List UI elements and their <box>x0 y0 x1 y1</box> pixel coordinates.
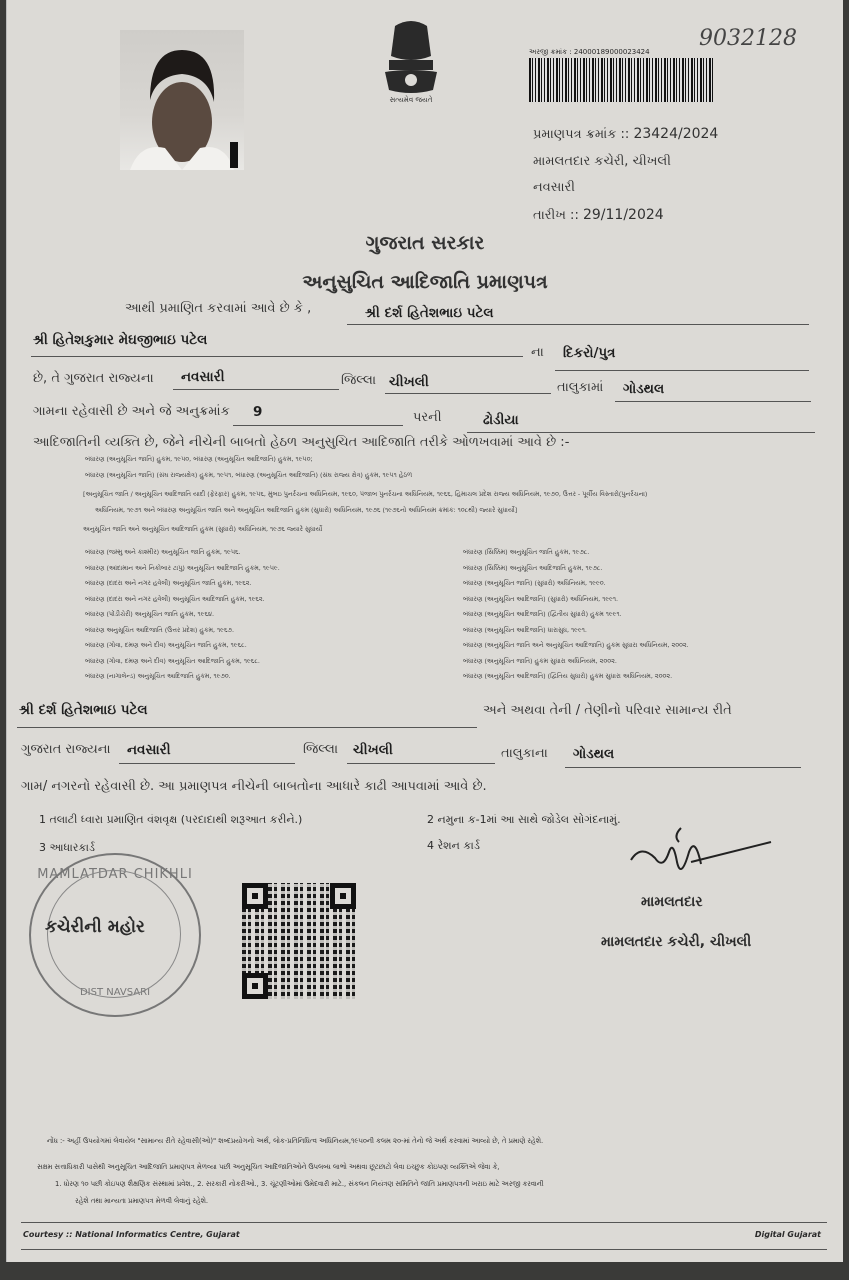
applicant-name: શ્રી દર્શ હિતેશભાઇ પટેલ <box>365 305 494 321</box>
applicant-name-2: શ્રી દર્શ હિતેશભાઇ પટેલ <box>19 702 148 718</box>
order-left-item: બંધારણ (દાદરા અને નગર હવેલી) અનુસૂચિત જાતિ હુકમ, ૧૯૬૨. <box>85 579 252 587</box>
basis-item-3: 3 આધારકાર્ડ <box>39 841 95 854</box>
footer-bar <box>21 1222 827 1250</box>
district-label: જિલ્લા <box>341 373 377 388</box>
order-right-item: બંધારણ (અનુસૂચિત જાતિ અને અનુસૂચિત આદિજાતિ) હુકમ સુધારા અધિનિયમ, ૨૦૦૨. <box>463 641 689 649</box>
applicant-photo <box>120 30 244 170</box>
taluka-label-2: તાલુકાના <box>501 746 548 761</box>
resident-label: ગામના રહેવાસી છે અને જે અનુક્રમાંક <box>33 404 230 419</box>
date-row <box>533 207 664 223</box>
tribe-statement: આદિજાતિની વ્યક્તિ છે, જેને નીચેની બાબતો હેઠળ અનુસુચિત આદિજાતિ તરીકે ઓળખવામાં આવે છે :- <box>33 435 570 450</box>
seal-stamp: કચેરીની મહોર <box>45 917 145 937</box>
order-right-item: બંધારણ (અનુસૂચિત જાતિ) હુકમ સુધારા અધિનિયમ, ૨૦૦૨. <box>463 656 617 665</box>
state-label-2: ગુજરાત રાજ્યના <box>21 742 111 757</box>
family-text: અને અથવા તેની / તેણીનો પરિવાર સામાન્ય રીતે <box>483 703 732 718</box>
order-left-item: બંધારણ (જમ્મુ અને કાશ્મીર) અનુસૂચિત જાતિ હુકમ, ૧૯૫૬. <box>85 548 241 556</box>
village-value: ગોડથલ <box>623 381 665 397</box>
taluka-value: ચીખલી <box>389 374 429 390</box>
order-line-2: બંધારણ (અનુસૂચિત જાતિ) (સંઘ રાજ્યક્ષેત્ર) હુકમ, ૧૯૫૧, બંધારણ (અનુસૂચિત આદિજાતિ) (સંઘ રાજ્ય ક્ષેત્ર) હુકમ, ૧૯૫૧ હેઠળ <box>85 471 413 479</box>
certificate-title: અનુસુચિત આદિજાતિ પ્રમાણપત્ર <box>302 271 548 293</box>
brand-text: Digital Gujarat <box>754 1230 821 1239</box>
district-value-2: નવસારી <box>127 742 171 758</box>
order-line-1: બંધારણ (અનુસૂચિત જાતિ) હુકમ, ૧૯૫૦, બંધારણ (અનુસૂચિત આદિજાતિ) હુકમ, ૧૯૫૦; <box>85 455 313 463</box>
order-line-5: અનુસૂચિત જાતિ અને અનુસૂચિત આદિજાતિ હુકમ (સુધારો) અધિનિયમ, ૧૯૭૬ જ્યારે સુધાર્યો <box>83 525 323 533</box>
courtesy-text: Courtesy :: National Informatics Centre, Gujarat <box>23 1230 240 1239</box>
signatory-title: મામલતદાર <box>641 894 703 910</box>
order-left-item: બંધારણ (દાદરા અને નગર હવેલી) અનુસૂચિત આદિજાતિ હુકમ, ૧૯૬૨. <box>85 594 265 603</box>
issuing-office: મામલતદાર કચેરી, ચીખલી <box>533 154 671 169</box>
signatory-office: મામલતદાર કચેરી, ચીખલી <box>601 934 752 950</box>
footer-line-1: સક્ષમ સત્તાધિકારી પાસેથી અનુસૂચિત આદિજાતિ પ્રમાણપત્ર મેળવ્યા પછી અનુસૂચિત આદિજાતિઓને ઉપલબ્ધ લાભો અથવા છૂટછાટો લેવા ઇચ્છુક કોઇપણ વ્યક્તિએ જેવા કે, <box>37 1163 500 1171</box>
father-name: શ્રી હિતેશકુમાર મેઘજીભાઇ પટેલ <box>33 332 208 348</box>
order-right-item: બંધારણ (અનુસૂચિત આદિજાતિ) ધારાસુધ, ૧૯૯૧. <box>463 625 587 634</box>
government-title: ગુજરાત સરકાર <box>365 232 485 254</box>
order-list-left <box>85 545 280 685</box>
certificate-no-label: પ્રમાણપત્ર ક્રમાંક :: <box>533 127 630 142</box>
barcode-label: અરજી ક્રમાંક : 24000189000023424 <box>529 48 650 56</box>
certificate-no-row <box>533 126 718 142</box>
order-right-item: બંધારણ (સિક્કિમ) અનુસૂચિત જાતિ હુકમ, ૧૯૭૮. <box>463 548 590 556</box>
order-right-item: બંધારણ (અનુસૂચિત આદિજાતિ) (દ્વિતિય સુધારો) હુકમ સુધારા અધિનિયમ, ૨૦૦૨. <box>463 672 673 680</box>
on-label: પરની <box>413 410 442 425</box>
order-line-4: અધિનિયમ, ૧૯૭૧ અને બંધારણ અનુસૂચિત જાતિ અને અનુસૂચિત આદિજાતિ હુકમ (સુધારો) અધિનિયમ, ૧૯૭૬ (૧૯૭૬નો અધિનિયમ ક્રમાંક: ૧૦૮થી) જ્યારે સુધાર્યો] <box>95 506 518 514</box>
district-header: નવસારી <box>533 180 575 195</box>
basis-item-1: 1 તલાટી ધ્વારા પ્રમાણિત વંશવૃક્ષ (પરદાદાથી શરૂઆત કરીને.) <box>39 813 303 826</box>
state-prefix: છે, તે ગુજરાત રાજ્યના <box>33 371 154 386</box>
taluka-value-2: ચીખલી <box>353 742 393 758</box>
basis-item-4: 4 રેશન કાર્ડ <box>427 839 480 852</box>
order-right-item: બંધારણ (અનુસૂચિત જાતિ) (સુધારો) અધિનિયમ, ૧૯૯૦. <box>463 579 606 587</box>
order-left-item: બંધારણ (ગોવા, દમણ અને દીવ) અનુસૂચિત આદિજાતિ હુકમ, ૧૯૬૮. <box>85 656 260 665</box>
footer-line-2: 1. ધોરણ ૧૦ પછી કોઇપણ શૈક્ષણિક સંસ્થામાં પ્રવેશ., 2. સરકારી નોકરીઓ., 3. ચૂંટણીઓમાં ઉમેદવારી માટે., સંકલન નિયંત્રણ સમિતિને જાતિ પ્રમાણપત્રની ખરાઇ માટે અરજી કરવાની <box>55 1180 544 1188</box>
serial-no: 9 <box>253 404 263 420</box>
order-right-item: બંધારણ (અનુસૂચિત આદિજાતિ) (સુધારો) અધિનિયમ, ૧૯૯૧. <box>463 594 619 603</box>
taluka-label: તાલુકામાં <box>557 380 604 395</box>
order-left-item: બંધારણ (આંદામાન અને નિકોબાર ટાપુ) અનુસૂચિત આદિજાતિ હુકમ, ૧૯૫૯. <box>85 563 280 572</box>
order-left-item: બંધારણ (પોંડીચેરી) અનુસૂચિત જાતિ હુકમ, ૧૯૬૪. <box>85 610 215 618</box>
village-value-2: ગોડથલ <box>573 746 615 762</box>
relation: દિકરો/પુત્ર <box>563 345 616 361</box>
district-value: નવસારી <box>181 369 225 385</box>
order-right-item: બંધારણ (અનુસૂચિત આદિજાતિ) (દ્વિતીય સુધારો) હુકમ ૧૯૯૧. <box>463 610 622 618</box>
order-list-right <box>463 545 689 685</box>
national-emblem-icon <box>375 16 447 112</box>
intro-text: આથી પ્રમાણિત કરવામાં આવે છે કે , <box>125 301 312 316</box>
seal-bottom-text: DIST NAVSARI <box>79 987 151 998</box>
emblem-motto: સત્યમેવ જયતે <box>389 96 433 104</box>
of-label: ના <box>531 345 544 360</box>
order-right-item: બંધારણ (સિક્કિમ) અનુસૂચિત આદિજાતિ હુકમ, ૧૯૭૮. <box>463 563 603 572</box>
seal-text: MAMLATDAR CHIKHLI <box>37 867 193 882</box>
verification-qr-code[interactable] <box>242 883 356 999</box>
note-line: નોંધ :- અહીં ઉપયોગમાં લેવાયેલ "સામાન્ય રીતે રહેવાસી(ઓ)" શબ્દપ્રયોગનો અર્થ, લોક-પ્રતિનિધિત્વ અધિનિયમ,૧૯૫૦ની કલમ ૨૦-માં તેનો જે અર્થ કરવામાં આવ્યો છે, તે પ્રમાણે રહેશે. <box>47 1137 544 1145</box>
date-label: તારીખ :: <box>533 208 579 223</box>
certificate-sheet <box>6 0 843 1262</box>
order-left-item: બંધારણ (ગોવા, દમણ અને દીવ) અનુસૂચિત જાતિ હુકમ, ૧૯૬૮. <box>85 641 247 649</box>
certificate-no: 23424/2024 <box>633 126 719 142</box>
order-left-item: બંધારણ (નાગાલેન્ડ) અનુસૂચિત આદિજાતિ હુકમ, ૧૯૭૦. <box>85 672 231 680</box>
basis-item-2: 2 નમુના ક-1માં આ સાથે જોડેલ સોગંદનામું. <box>427 813 621 826</box>
issue-date: 29/11/2024 <box>582 207 664 223</box>
order-line-3: [અનુસૂચિત જાતિ / અનુસૂચિત આદિજાતિ યાદી (ફેરફાર) હુકમ, ૧૯૫૬, મુંબઇ પુનર્રચના અધિનિયમ, ૧૯૬૦, પંજાબ પુનર્રચના અધિનિયમ, ૧૯૬૬, હિમાચલ પ્રદેશ રાજ્ય અધિનિયમ, ૧૯૭૦, ઉત્તર - પૂર્વીય વિસ્તારો(પુનર્રચના) <box>83 490 648 498</box>
district-label-2: જિલ્લા <box>303 742 339 757</box>
signature <box>621 822 781 892</box>
application-barcode <box>529 58 713 102</box>
handwritten-number: 9032128 <box>699 26 797 51</box>
tribe-name: ઢોડીયા <box>483 412 519 428</box>
footer-line-3: રહેશે તથા માન્યતા પ્રમાણપત્ર મેળવી લેવાનું રહેશે. <box>75 1197 209 1205</box>
order-left-item: બંધારણ અનુસૂચિત આદિજાતિ (ઉત્તર પ્રદેશ) હુકમ, ૧૯૬૭. <box>85 625 235 634</box>
basis-text: ગામ/ નગરનો રહેવાસી છે. આ પ્રમાણપત્ર નીચેની બાબતોના આધારે કાઢી આપવામાં આવે છે. <box>21 779 487 794</box>
